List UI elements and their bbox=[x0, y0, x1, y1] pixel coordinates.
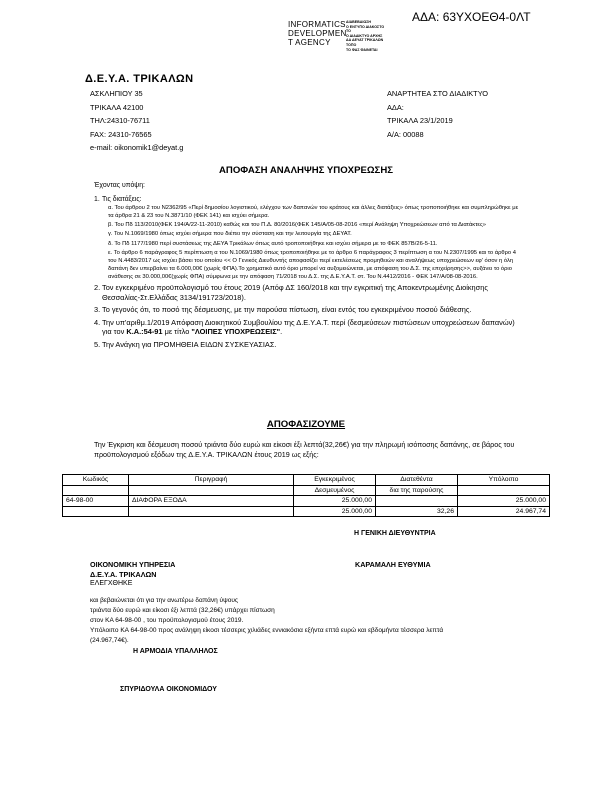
responsible-officer-title: Η ΑΡΜΟΔΙΑ ΥΠΑΛΛΗΛΟΣ bbox=[133, 648, 218, 655]
considerations-intro: Έχοντας υπόψη: bbox=[94, 182, 145, 189]
consideration-item bbox=[94, 283, 524, 302]
phone-line: ΤΗΛ:24310-76711 bbox=[90, 116, 150, 125]
ada-label: ΑΔΑ: bbox=[387, 102, 404, 112]
total-remaining: 24.967,74 bbox=[458, 506, 550, 517]
publish-note: ΑΝΑΡΤΗΤΕΑ ΣΤΟ ΔΙΑΔΙΚΤΥΟ bbox=[387, 89, 488, 98]
item-text: Το γεγονός ότι, το ποσό της δέσμευσης, με την παρούσα πίστωση, είναι εντός του εγκεκριμένου ποσού διάθεσης. bbox=[102, 305, 472, 315]
provision-item: γ. Του Ν.1069/1980 όπως ισχύει σήμερα που διέπει την σύσταση και την λειτουργία της ΔΕΥΑΤ. bbox=[108, 231, 352, 238]
item-text: με τίτλο bbox=[164, 327, 190, 337]
decision-heading: ΑΠΟΦΑΣΙΖΟΥΜΕ bbox=[266, 419, 346, 430]
logo-line: INFORMATICS bbox=[288, 20, 346, 29]
agency-logo-text bbox=[288, 20, 347, 47]
ada-code: ΑΔΑ: 63ΥΧΟΕΘ4-0ΛΤ bbox=[412, 10, 531, 24]
finance-confirmation bbox=[90, 596, 443, 646]
cell-approved: 25.000,00 bbox=[294, 496, 376, 507]
table-cell bbox=[63, 506, 129, 517]
table-subheader-row bbox=[63, 485, 550, 496]
general-director-title: Η ΓΕΝΙΚΗ ΔΙΕΥΘΥΝΤΡΙΑ bbox=[354, 530, 436, 537]
header-committed: Δεσμευμένος bbox=[294, 485, 376, 496]
table-cell bbox=[129, 485, 294, 496]
item-text: . bbox=[280, 327, 283, 337]
provision-item: δ. Το Πδ 1177/1980 περί συστάσεως της ΔΕΥΑ Τρικάλων όπως αυτό τροποποιήθηκε και ισχύει σήμερα με το ΦΕΚ 857Β/26-5-11. bbox=[108, 240, 438, 247]
provision-item: ε. Το άρθρο 6 παράγραφος 5 περίπτωση α του Ν.1069/1980 όπως τροποποιήθηκε με το άρθρο 6 παράγραφος 3 περίπτωση α του Ν.2307/1995 και το άρθρο 4 του Ν.4483/2017 ως ισχύει βάσει του οποίου << Ο Γενικός Διευθυντής αποφασίζει περί εκτελέσεως προμηθειών και αναλήψεως υποχρεώσεων εφ' όσον η όλη δαπάνη δεν υπερβαίνει τα 6.000,00€ (χωρίς ΦΠΑ).Το χρηματικό αυτό όριο μπορεί να αυξομειώνεται, με απόφαση του Δ.Σ. της επιχείρησης>>, αυξάνει το όριο ανάθεσης σε 30.000,00€(χωρίς ΦΠΑ) σύμφωνα με την απόφαση 71/2018 του Δ.Σ. της Δ.Ε.Υ.Α.Τ. στ. Του Ν.4412/2016 - ΦΕΚ 147/Α/08-08-2016. bbox=[108, 249, 516, 280]
organization-address bbox=[90, 87, 183, 155]
confirmation-line: στον ΚΑ 64-98-00 , του προϋπολογισμού έτους 2019. bbox=[90, 617, 244, 624]
table-cell bbox=[63, 485, 129, 496]
document-number: Α/Α: 00088 bbox=[387, 129, 424, 139]
budget-table bbox=[62, 474, 550, 517]
document-date: ΤΡΙΚΑΛΑ 23/1/2019 bbox=[387, 116, 453, 125]
logo-line: DEVELOPMEN bbox=[288, 29, 347, 38]
consideration-item bbox=[94, 305, 524, 315]
fax-line: FAX: 24310-76565 bbox=[90, 129, 152, 139]
cell-remaining: 25.000,00 bbox=[458, 496, 550, 507]
item-number: 4. bbox=[94, 317, 101, 327]
agency-logo-fineprint bbox=[346, 20, 384, 52]
table-cell bbox=[376, 496, 458, 507]
confirmation-line: τριάντα δύο ευρώ και είκοσι έξι λεπτά (32,26€) υπάρχει πίστωση bbox=[90, 607, 275, 614]
logo-fineprint-line: ΤΟ ΦΑΣ ΦΑΙΝΕΤΑΙ bbox=[346, 47, 378, 52]
cell-code: 64-98-00 bbox=[63, 496, 129, 507]
total-committed: 25.000,00 bbox=[294, 506, 376, 517]
consideration-item bbox=[94, 340, 524, 350]
address-line: ΑΣΚΛΗΠΙΟΥ 35 bbox=[90, 89, 143, 98]
logo-fineprint-line: ΔΙΑΒΕΒΑΙΩΣΗ bbox=[346, 20, 371, 24]
item-text: Την υπ'αριθμ.1/2019 Απόφαση Διοικητικού Συμβουλίου της Δ.Ε.Υ.Α.Τ. περί (δεσμεύσεων πιστώσεων υποχρεώσεων δαπανών) για τον bbox=[102, 317, 515, 337]
provision-item: β. Του Πδ 113/2010(ΦΕΚ 194/Α/22-11-2010) καθώς και του Π.Δ. 80/2016(ΦΕΚ 145/Α/05-08-2016 «περί Ανάληψη Υποχρεώσεων από τα Διατάκτες» bbox=[108, 222, 487, 229]
consideration-item bbox=[94, 318, 524, 337]
header-description: Περιγραφή bbox=[129, 475, 294, 486]
header-available: Διατεθέντα bbox=[376, 475, 458, 486]
address-line: ΤΡΙΚΑΛΑ 42100 bbox=[90, 102, 144, 112]
logo-fineprint-line: ΔΑ ΔΕΥΑΤ ΤΡΙΚΑΛΩΝ bbox=[346, 38, 384, 43]
confirmation-line: Υπόλοιπο ΚΑ 64-98-00 προς ανάληψη είκοσι τέσσερις χιλιάδες εννιακόσια εξήντα επτά ευρώ και εβδομήντα τέσσερα λεπτά bbox=[90, 627, 444, 634]
logo-fineprint-line: ΤΟ bbox=[346, 29, 351, 34]
cell-description: ΔΙΑΦΟΡΑ ΕΞΟΔΑ bbox=[129, 496, 294, 507]
document-meta bbox=[387, 87, 488, 141]
item-text: Τις διατάξεις: bbox=[102, 195, 142, 203]
account-title: "ΛΟΙΠΕΣ ΥΠΟΧΡΕΩΣΕΙΣ" bbox=[191, 327, 281, 337]
provisions-list bbox=[102, 204, 524, 281]
logo-line: T AGENCY bbox=[288, 38, 331, 47]
item-number: 1. bbox=[94, 195, 100, 203]
table-cell bbox=[458, 485, 550, 496]
document-title: ΑΠΟΦΑΣΗ ΑΝΑΛΗΨΗΣ ΥΠΟΧΡΕΩΣΗΣ bbox=[218, 165, 394, 176]
header-remaining: Υπόλοιπο bbox=[458, 475, 550, 486]
consideration-item bbox=[94, 196, 524, 281]
organization-name: Δ.Ε.Υ.Α. ΤΡΙΚΑΛΩΝ bbox=[85, 73, 194, 85]
director-name: ΚΑΡΑΜΑΛΗ ΕΥΘΥΜΙΑ bbox=[355, 560, 431, 569]
header-this-decision: δια της παρούσης bbox=[376, 485, 458, 496]
item-number: 5. bbox=[94, 340, 101, 349]
account-code: Κ.Α.:54-91 bbox=[126, 327, 163, 337]
provision-item: α. Του άρθρου 2 του Ν2362/95 «Περί δημοσίου λογιστικού, ελέγχου των δαπανών του κράτους και άλλες διατάξεις» όπως τροποποιήθηκε και συμπληρώθηκε με τα άρθρα 21 & 23 του Ν.3871/10 (ΦΕΚ 141) και ισχύει σήμερα. bbox=[108, 205, 519, 220]
table-header-row bbox=[63, 475, 550, 486]
finance-service-block bbox=[90, 560, 175, 589]
item-number: 2. bbox=[94, 283, 101, 293]
email-line: e-mail: oikonomik1@deyat.g bbox=[90, 143, 184, 152]
logo-fineprint-line: Ο ΕΝΤΥΠΟ ΔΙΑΚΟΣΤΟ bbox=[346, 24, 385, 29]
table-row bbox=[63, 496, 550, 507]
confirmation-line: (24.967,74€). bbox=[90, 637, 129, 644]
table-total-row bbox=[63, 506, 550, 517]
decision-text: Την Έγκριση και δέσμευση ποσού τριάντα δύο ευρώ και είκοσι έξι λεπτά(32,26€) για την πληρωμή ισόποσης δαπάνης, σε βάρος του προϋπολογισμού εξόδων της Δ.Ε.Υ.Α. ΤΡΙΚΑΛΩΝ έτους 2019 ως εξής: bbox=[94, 440, 515, 460]
finance-service-title: ΟΙΚΟΝΟΜΙΚΗ ΥΠΗΡΕΣΙΑ bbox=[90, 560, 176, 569]
finance-org-name: Δ.Ε.Υ.Α. ΤΡΙΚΑΛΩΝ bbox=[90, 569, 157, 579]
checked-label: ΕΛΕΓΧΘΗΚΕ bbox=[90, 580, 133, 587]
table-cell bbox=[129, 506, 294, 517]
signatory-name: ΣΠΥΡΙΔΟΥΛΑ ΟΙΚΟΝΟΜΙΔΟΥ bbox=[120, 686, 217, 693]
item-number: 3. bbox=[94, 305, 101, 315]
total-this-decision: 32,26 bbox=[376, 506, 458, 517]
confirmation-line: και βεβαιώνεται ότι για την ανωτέρω δαπάνη ύψους bbox=[90, 597, 239, 604]
header-code: Κωδικός bbox=[63, 475, 129, 486]
item-text: Την Ανάγκη για ΠΡΟΜΗΘΕΙΑ ΕΙΔΩΝ ΣΥΣΚΕΥΑΣΙΑΣ. bbox=[102, 340, 277, 349]
item-text: Τον εγκεκριμένο προϋπολογισμό του έτους 2019 (Απόφ ΔΣ 160/2018 και την εγκριτική της Αποκεντρωμένης Διοίκησης Θεσσαλίας-Στ.Ελλάδας 3134/191723/2018). bbox=[102, 283, 488, 302]
header-approved: Εγκεκριμένος bbox=[294, 475, 376, 486]
logo-fineprint-line: Ο ΔΙΑΔΙΚΤΥΟ ΑΡΧΗΣ bbox=[346, 33, 383, 38]
logo-fineprint-line: ΤΟΠΟ bbox=[346, 42, 357, 47]
considerations-section bbox=[94, 182, 524, 353]
